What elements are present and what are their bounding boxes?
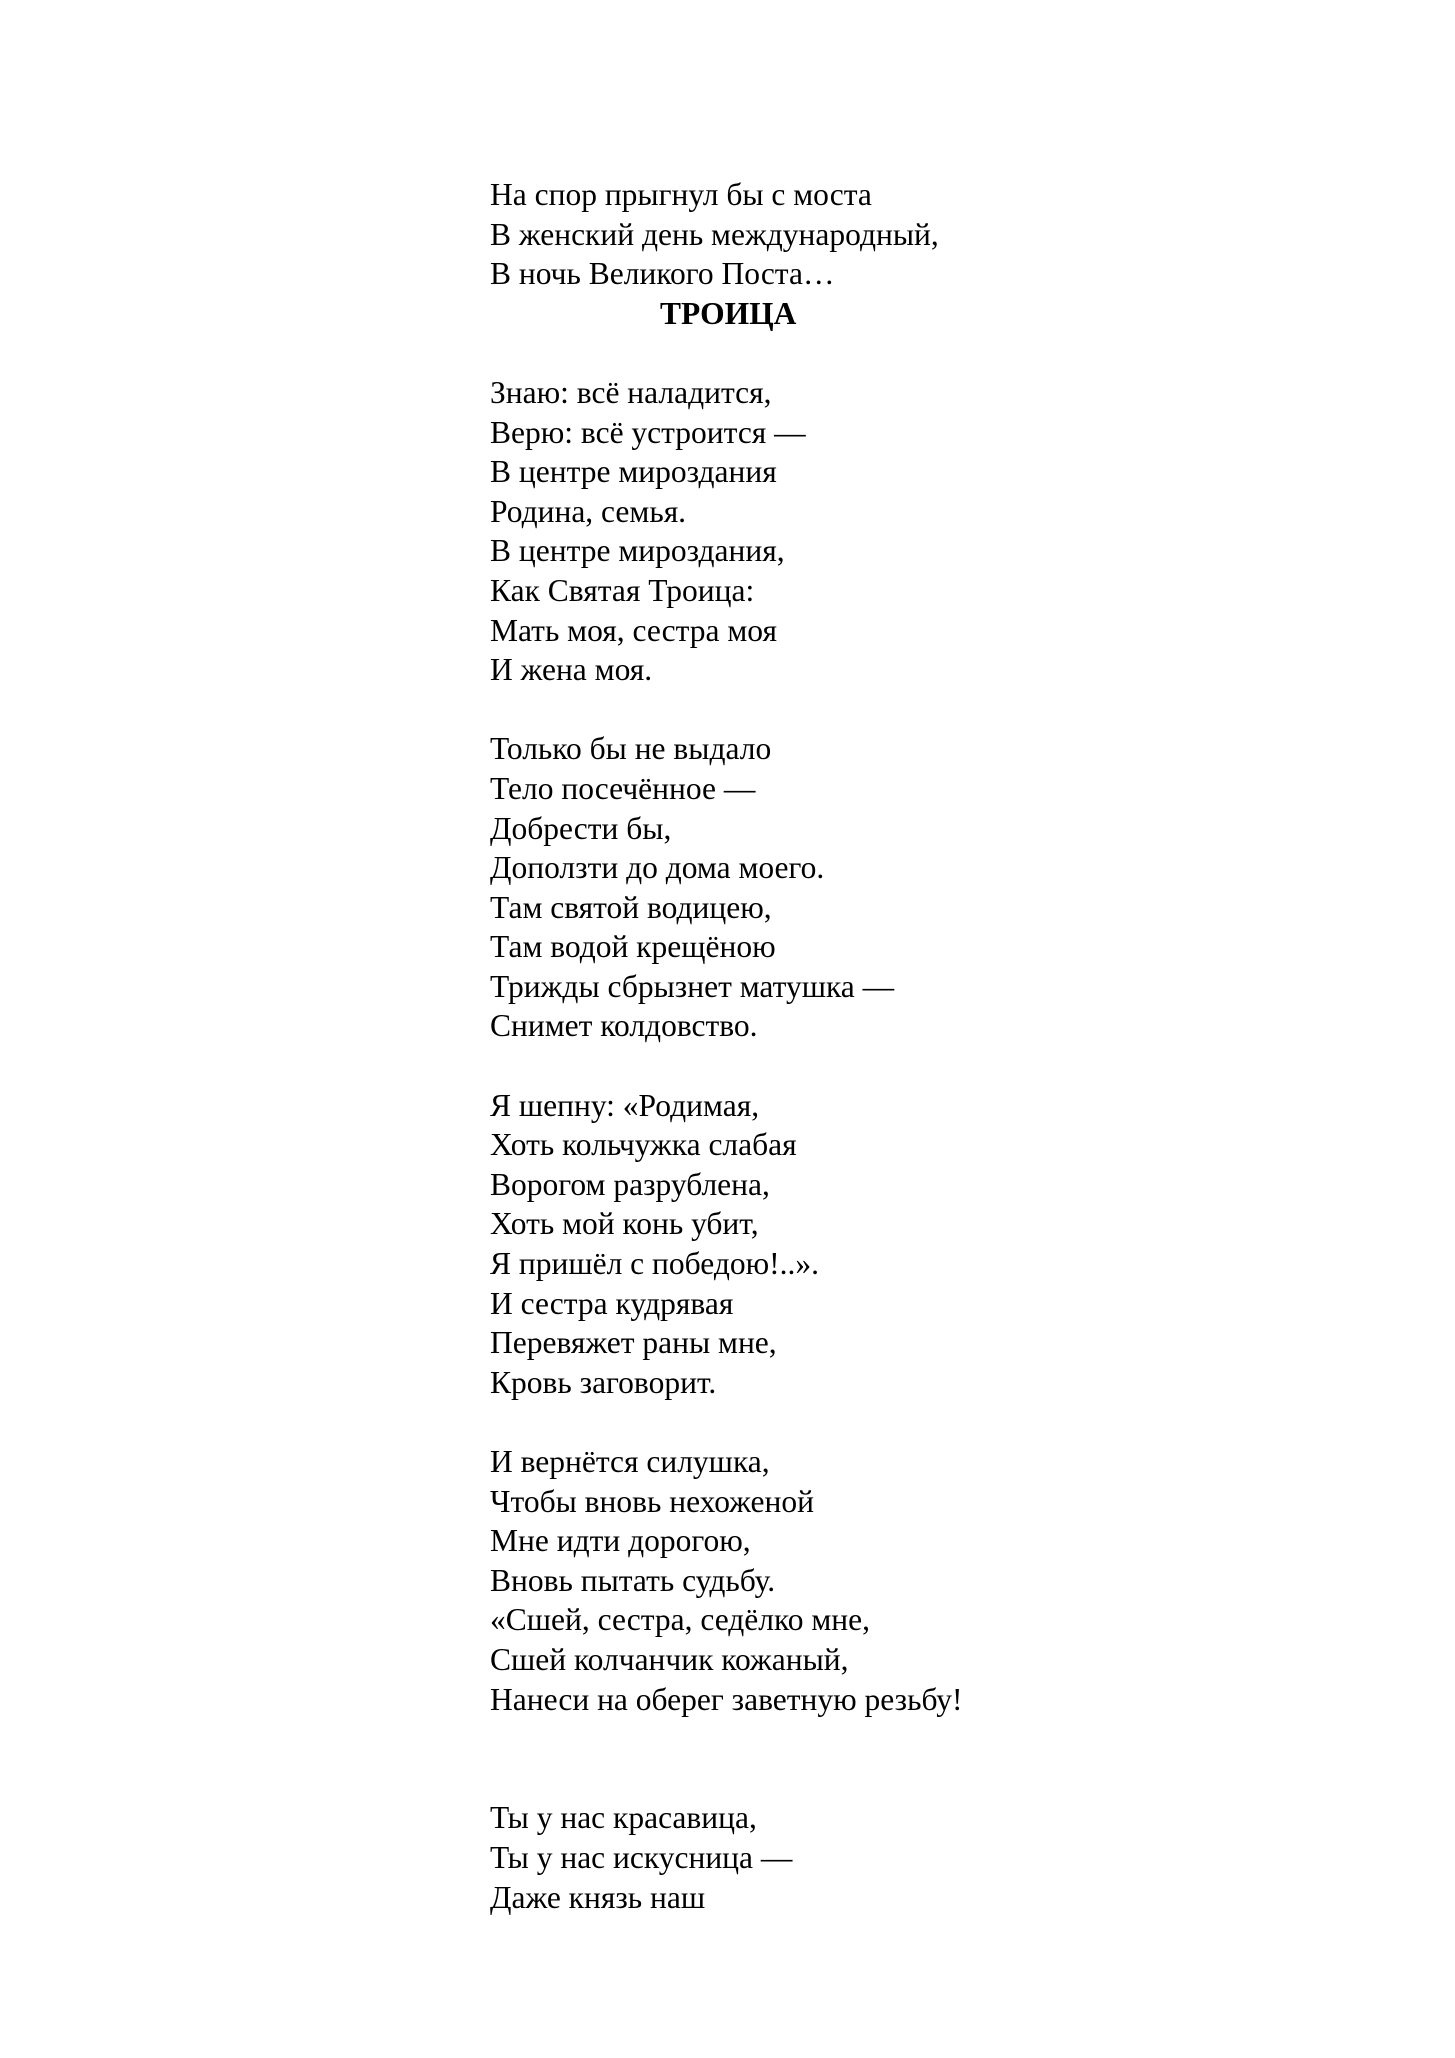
stanza-line: Тело посечённое — (490, 770, 756, 806)
stanza-line: Я пришёл с победою!..». (490, 1246, 819, 1282)
stanza-line: Только бы не выдало (490, 731, 772, 767)
stanza-gap (490, 690, 1290, 730)
stanza-line: Ты у нас искусница — (490, 1839, 793, 1875)
stanza-line: В центре мироздания, (490, 533, 785, 569)
stanza-line: И жена моя. (490, 652, 653, 688)
stanza-line: Как Святая Троица: (490, 572, 755, 608)
poem-text (490, 175, 1290, 1917)
stanza-line: В центре мироздания (490, 454, 777, 490)
intro-line: На спор прыгнул бы с моста (490, 177, 872, 212)
stanza-line: Я шепну: «Родимая, (490, 1087, 760, 1123)
intro-line: В женский день международный, (490, 216, 939, 252)
stanza-line: Снимет колдовство. (490, 1008, 758, 1044)
stanza-line: Мне идти дорогою, (490, 1523, 751, 1559)
stanza-line: Мать моя, сестра моя (490, 612, 777, 648)
stanza-gap (490, 1719, 1290, 1759)
intro-line: В ночь Великого Поста… (490, 256, 835, 292)
stanza-line: Ты у нас красавица, (490, 1800, 757, 1836)
stanza-line: «Сшей, сестра, седёлко мне, (490, 1602, 870, 1638)
stanza-gap (490, 1046, 1290, 1086)
stanza-line: Родина, семья. (490, 493, 687, 529)
stanza-gap (490, 333, 1290, 373)
stanza-line: И сестра кудрявая (490, 1285, 734, 1321)
stanza-line: Трижды сбрызнет матушка — (490, 968, 895, 1004)
stanza-line: Верю: всё устроится — (490, 414, 806, 450)
stanza-line: Знаю: всё наладится, (490, 374, 772, 410)
stanza-gap (490, 1402, 1290, 1442)
stanza-gap (490, 1759, 1290, 1799)
stanza-line: Сшей колчанчик кожаный, (490, 1641, 849, 1677)
stanza-line: Чтобы вновь нехоженой (490, 1483, 814, 1519)
stanza-line: Нанеси на оберег заветную резьбу! (490, 1681, 963, 1717)
stanza-line: Добрести бы, (490, 810, 672, 846)
stanza-line: Хоть кольчужка слабая (490, 1127, 797, 1163)
stanza-line: Вновь пытать судьбу. (490, 1562, 776, 1598)
poem-title: ТРОИЦА (660, 295, 797, 331)
stanza-line: Хоть мой конь убит, (490, 1206, 759, 1242)
stanza-line: Ворогом разрублена, (490, 1166, 770, 1202)
stanza-line: Там водой крещёною (490, 929, 776, 965)
stanza-line: Там святой водицею, (490, 889, 772, 925)
stanza-line: Даже князь наш (490, 1879, 706, 1915)
stanza-line: И вернётся силушка, (490, 1444, 770, 1479)
stanza-line: Кровь заговорит. (490, 1364, 717, 1400)
stanza-line: Перевяжет раны мне, (490, 1325, 777, 1361)
stanza-line: Доползти до дома моего. (490, 850, 825, 886)
